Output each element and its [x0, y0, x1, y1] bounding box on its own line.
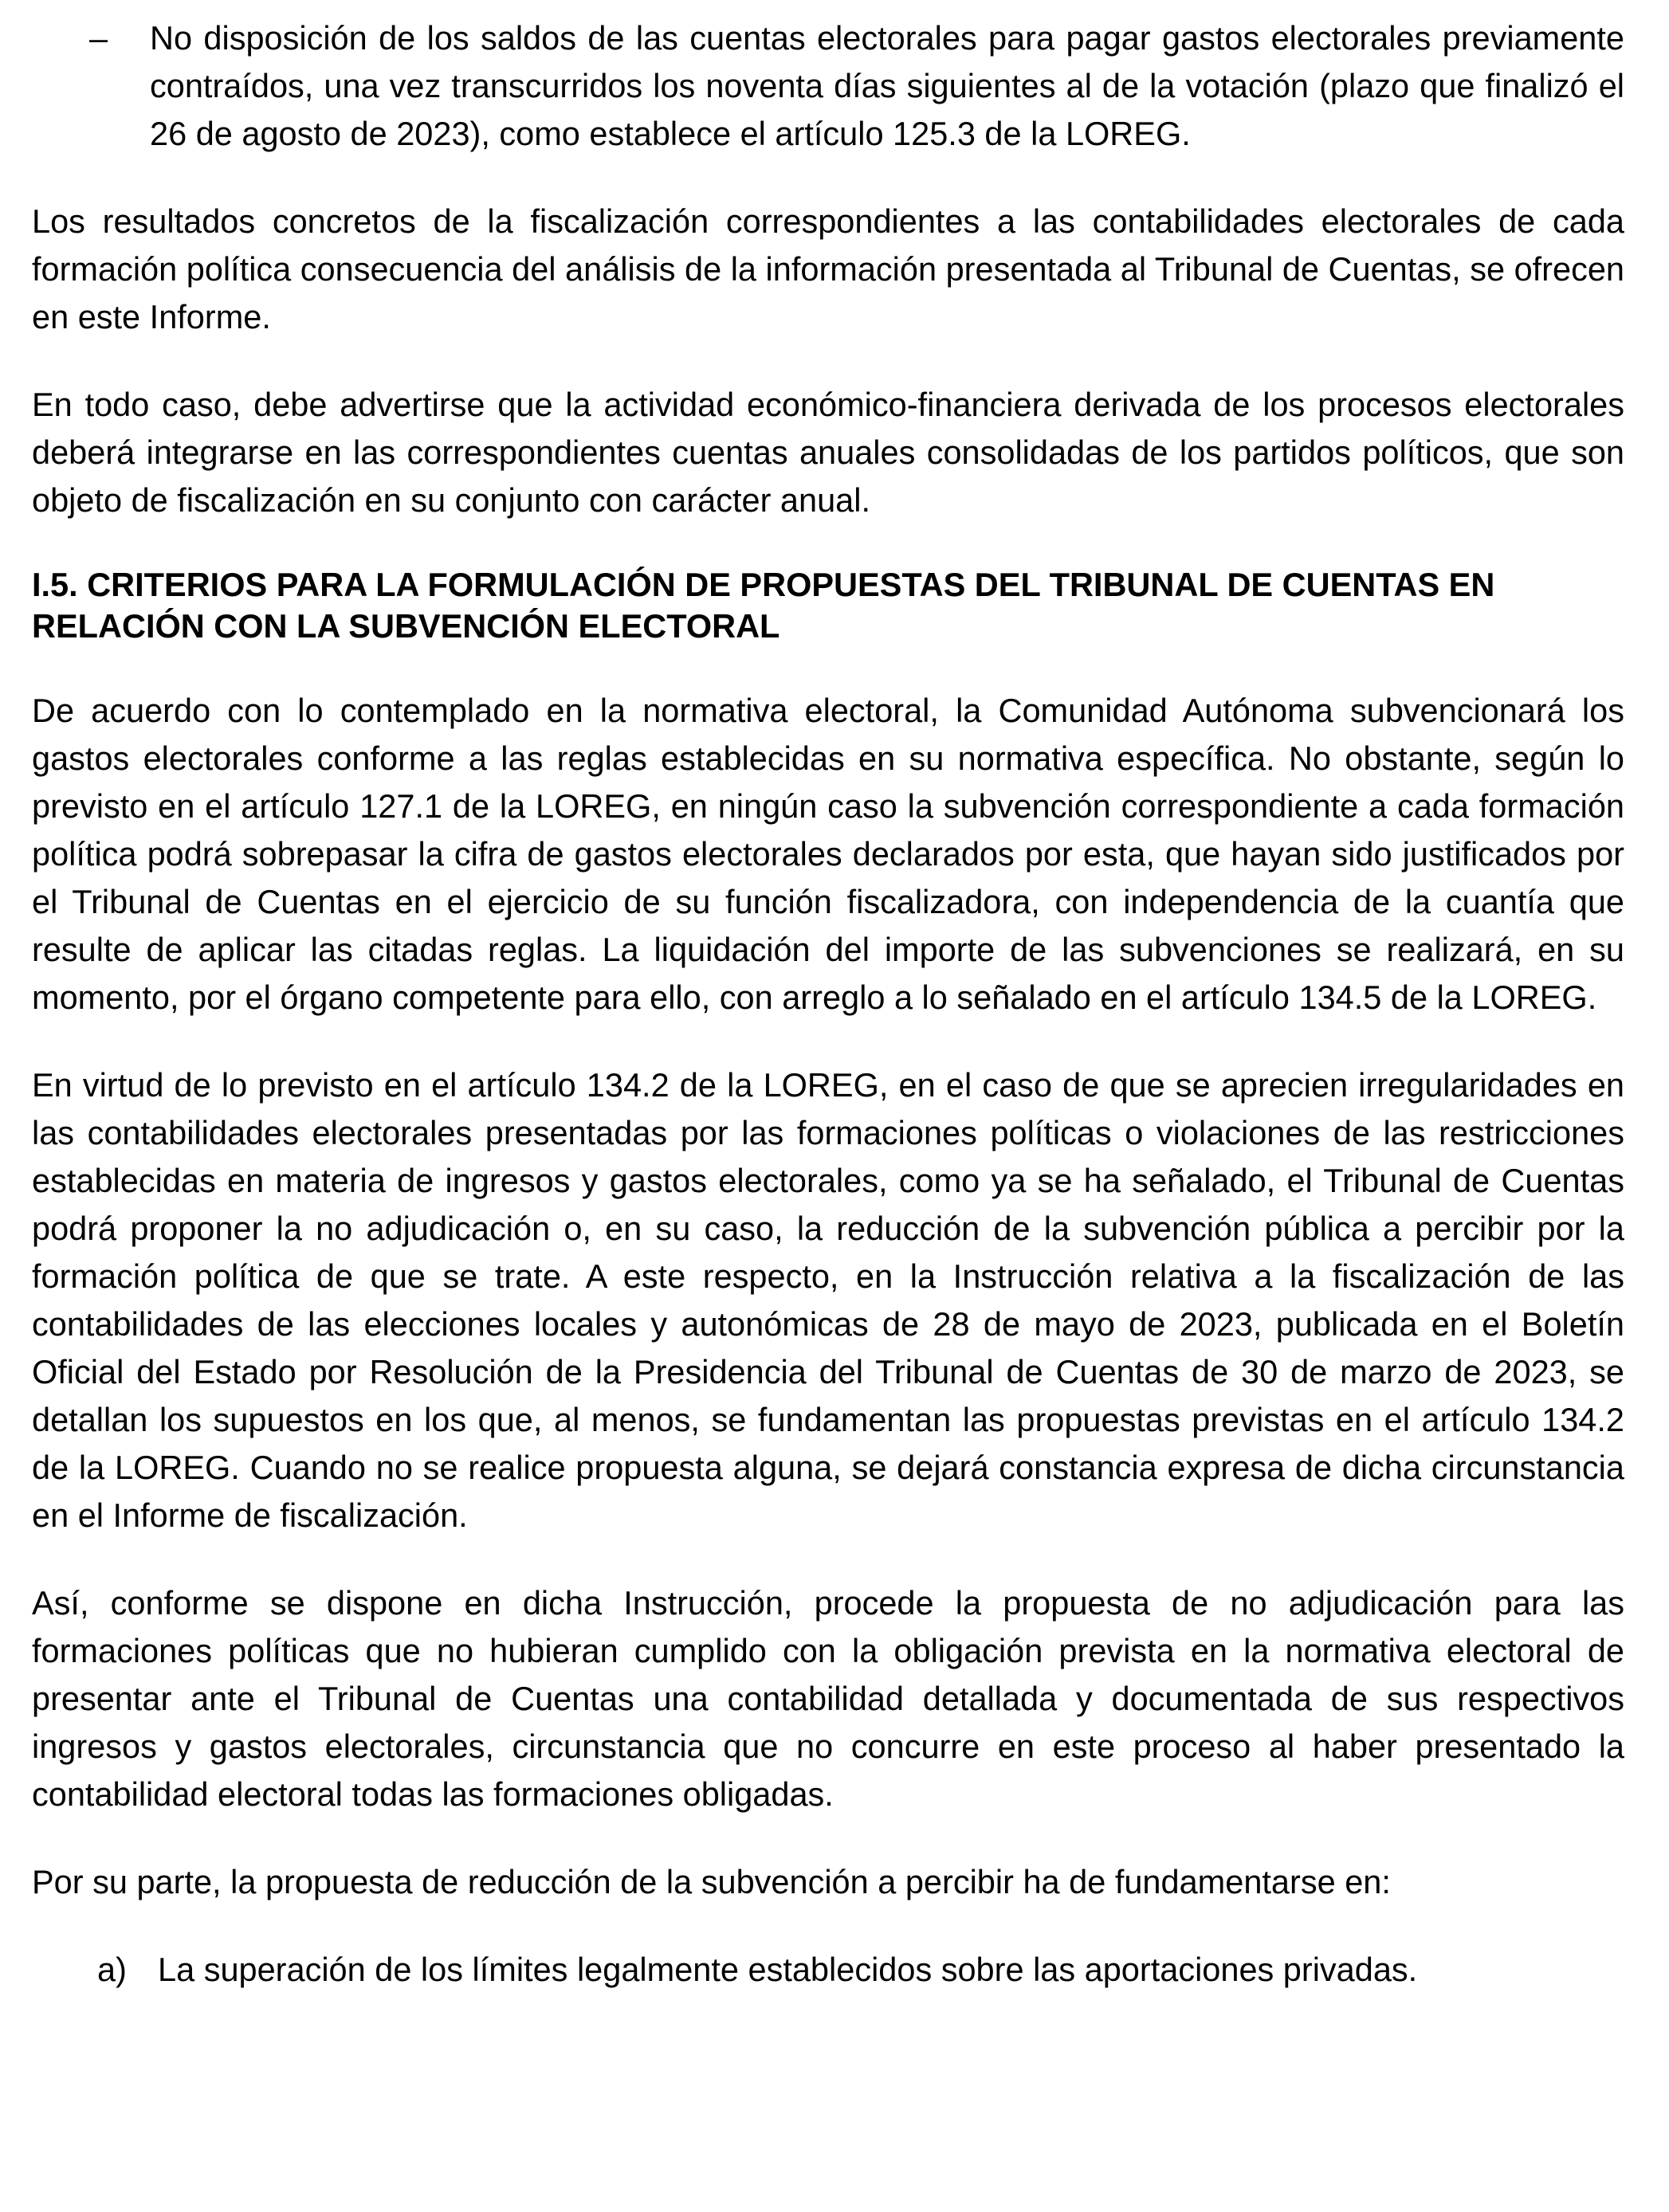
list-marker: a): [97, 1951, 127, 1988]
paragraph-article-134-2: En virtud de lo previsto en el artículo 134.2 de la LOREG, en el caso de que se aprecien irregularidades en las contabilidades electorales presentadas por las formaciones políticas o violaciones de las restricciones establecidas en materia de ingresos y gastos electorales, como ya se ha señalado, el Tribunal de Cuentas podrá proponer la no adjudicación o, en su caso, la reducción de la subvención pública a percibir por la formación política de que se trate. A este respecto, en la Instrucción relativa a la fiscalización de las contabilidades de las elecciones locales y autonómicas de 28 de mayo de 2023, publicada en el Boletín Oficial del Estado por Resolución de la Presidencia del Tribunal de Cuentas de 30 de marzo de 2023, se detallan los supuestos en los que, al menos, se fundamentan las propuestas previstas en el artículo 134.2 de la LOREG. Cuando no se realice propuesta alguna, se dejará constancia expresa de dicha circunstancia en el Informe de fiscalización.: [32, 1066, 1624, 1534]
dash-marker: –: [89, 19, 108, 57]
paragraph-instruccion: Así, conforme se dispone en dicha Instrucción, procede la propuesta de no adjudicación para las formaciones políticas que no hubieran cumplido con la obligación prevista en la normativa electoral de presentar ante el Tribunal de Cuentas una contabilidad detallada y documentada de sus respectivos ingresos y gastos electorales, circunstancia que no concurre en este proceso al haber presentado la contabilidad electoral todas las formaciones obligadas.: [32, 1584, 1624, 1813]
paragraph-economic-activity: En todo caso, debe advertirse que la actividad económico-financiera derivada de los procesos electorales deberá integrarse en las correspondientes cuentas anuales consolidadas de los partidos políticos, que son objeto de fiscalización en su conjunto con carácter anual.: [32, 386, 1624, 519]
list-item: [32, 1946, 1624, 1994]
paragraph-normativa: De acuerdo con lo contemplado en la normativa electoral, la Comunidad Autónoma subvencionará los gastos electorales conforme a las reglas establecidas en su normativa específica. No obstante, según lo previsto en el artículo 127.1 de la LOREG, en ningún caso la subvención correspondiente a cada formación política podrá sobrepasar la cifra de gastos electorales declarados por esta, que hayan sido justificados por el Tribunal de Cuentas en el ejercicio de su función fiscalizadora, con independencia de la cuantía que resulte de aplicar las citadas reglas. La liquidación del importe de las subvenciones se realizará, en su momento, por el órgano competente para ello, con arreglo a lo señalado en el artículo 134.5 de la LOREG.: [32, 692, 1624, 1016]
bullet-text: No disposición de los saldos de las cuentas electorales para pagar gastos electorales previamente contraídos, una vez transcurridos los noventa días siguientes al de la votación (plazo que finalizó el 26 de agosto de 2023), como establece el artículo 125.3 de la LOREG.: [150, 19, 1624, 152]
document-page: [32, 14, 1624, 1994]
list-item-text: La superación de los límites legalmente establecidos sobre las aportaciones privadas.: [158, 1951, 1418, 1988]
paragraph-results: Los resultados concretos de la fiscalización correspondientes a las contabilidades electorales de cada formación política consecuencia del análisis de la información presentada al Tribunal de Cuentas, se ofrecen en este Informe.: [32, 202, 1624, 335]
bullet-item: [32, 14, 1624, 158]
paragraph-reduccion-intro: Por su parte, la propuesta de reducción de la subvención a percibir ha de fundamentarse en:: [32, 1863, 1391, 1900]
section-heading: I.5. CRITERIOS PARA LA FORMULACIÓN DE PROPUESTAS DEL TRIBUNAL DE CUENTAS EN RELACIÓN CON LA SUBVENCIÓN ELECTORAL: [32, 566, 1495, 645]
